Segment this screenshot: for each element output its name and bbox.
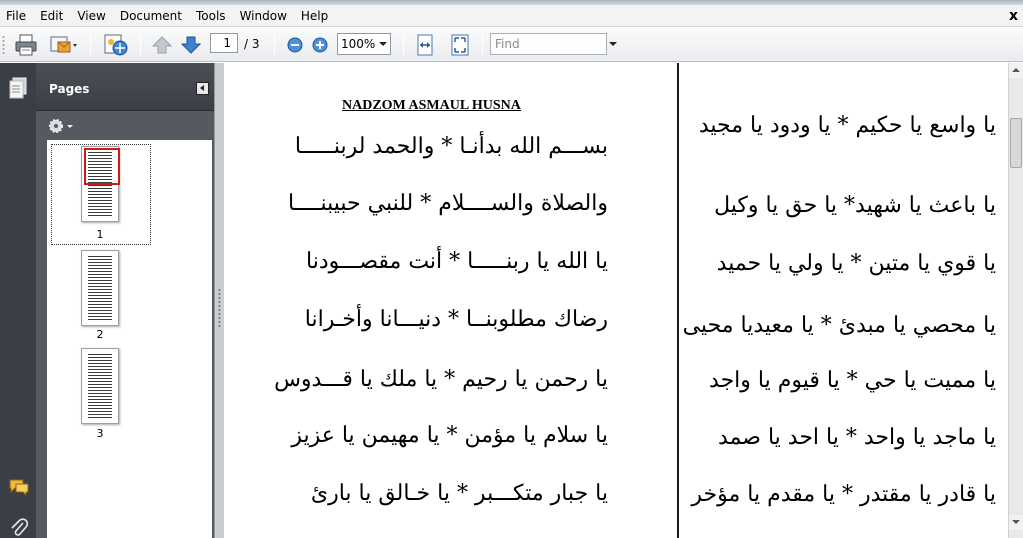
scroll-down-button[interactable] (1009, 515, 1023, 530)
pages-panel-title: Pages (49, 82, 90, 96)
poem-line-right: يا محصي يا مبدئ * يا معيديا محيى (682, 313, 996, 338)
menu-document[interactable]: Document (119, 8, 182, 23)
zoom-out-icon (286, 36, 304, 54)
toolbar-separator (140, 34, 141, 56)
email-button[interactable] (46, 32, 80, 58)
poem-line-left: يا جبار متكـــبر * يا خـالق يا بارئ (310, 481, 608, 506)
page-divider (677, 63, 679, 538)
poem-line-right: يا قادر يا مقتدر * يا مقدم يا مؤخر (691, 482, 996, 507)
poem-line-right: يا قوي يا متين * يا ولي يا حميد (716, 251, 996, 276)
panel-splitter[interactable] (214, 63, 224, 538)
scrollbar-thumb[interactable] (1010, 118, 1022, 168)
page-number-input[interactable]: 1 (210, 33, 238, 53)
print-icon (14, 34, 38, 56)
find-input[interactable] (490, 33, 607, 55)
find-placeholder: Find (495, 37, 520, 51)
poem-line-left: والصلاة والســــلام * للنبي حبيبنــــا (288, 191, 608, 216)
zoom-in-button[interactable] (309, 32, 331, 58)
close-document-button[interactable]: x (1008, 8, 1018, 24)
menu-view[interactable]: View (77, 8, 106, 23)
poem-line-left: بســـم الله بدأنـا * والحمد لربنـــــا (294, 134, 608, 159)
toolbar-separator (482, 34, 483, 56)
attachment-icon[interactable] (10, 518, 28, 538)
poem-line-right: يا ماجد يا واحد * يا احد يا صمد (718, 425, 996, 450)
chevron-down-icon[interactable] (379, 42, 387, 46)
panel-options-button[interactable] (46, 117, 76, 135)
poem-line-left: يا الله يا ربنـــــا * أنت مقصـــودنا (306, 249, 608, 274)
toolbar-separator (274, 34, 275, 56)
menu-bar (0, 5, 1023, 27)
thumbnail-list (47, 140, 212, 538)
menu-edit[interactable]: Edit (40, 8, 64, 23)
toolbar-separator (90, 34, 91, 56)
next-page-icon (181, 35, 201, 55)
poem-line-right: يا مميت يا حي * يا قيوم يا واجد (709, 368, 996, 393)
pages-icon[interactable] (8, 77, 28, 102)
toolbar-separator (403, 34, 404, 56)
thumbnail-label: 1 (96, 228, 104, 241)
collaborate-button[interactable] (100, 32, 132, 58)
pages-panel (36, 63, 214, 538)
toolbar-grip[interactable] (2, 35, 5, 55)
zoom-level-value: 100% (341, 37, 376, 51)
fit-width-icon (415, 34, 435, 56)
next-page-button[interactable] (178, 32, 204, 58)
zoom-out-button[interactable] (284, 32, 306, 58)
page-total-label: / 3 (244, 37, 260, 51)
scroll-up-button[interactable] (1009, 63, 1023, 78)
menu-file[interactable]: File (6, 8, 27, 23)
previous-page-button[interactable] (149, 32, 175, 58)
thumbnail-page-2[interactable] (81, 250, 119, 326)
poem-line-left: يا سلام يا مؤمن * يا مهيمن يا عزيز (291, 423, 608, 448)
find-options-chevron-icon[interactable] (609, 42, 617, 46)
comments-icon[interactable] (8, 478, 30, 499)
fit-page-icon (450, 34, 470, 56)
gear-icon (46, 117, 76, 135)
fit-page-button[interactable] (447, 32, 473, 58)
menu-help[interactable]: Help (300, 8, 329, 23)
collaborate-icon (102, 33, 130, 57)
zoom-in-icon (311, 36, 329, 54)
menu-window[interactable]: Window (239, 8, 287, 23)
poem-line-left: رضاك مطلوبنــا * دنيـــانا وأخـرانا (304, 307, 608, 332)
document-title: NADZOM ASMAUL HUSNA (342, 98, 521, 113)
previous-page-icon (152, 35, 172, 55)
print-button[interactable] (12, 32, 40, 58)
poem-line-right: يا باعث يا شهيد* يا حق يا وكيل (714, 193, 996, 218)
splitter-grip[interactable] (218, 288, 221, 328)
pages-panel-header (36, 63, 214, 111)
thumbnail-page-3[interactable] (81, 348, 119, 424)
navigation-strip (0, 63, 36, 538)
poem-line-right: يا واسع يا حكيم * يا ودود يا مجيد (698, 113, 996, 138)
email-icon (48, 34, 78, 56)
fit-width-button[interactable] (412, 32, 438, 58)
visible-area-indicator[interactable] (84, 148, 120, 185)
poem-line-left: يا رحمن يا رحيم * يا ملك يا قـــدوس (274, 367, 608, 392)
thumbnail-label: 3 (96, 427, 104, 440)
vertical-scrollbar[interactable] (1008, 63, 1023, 538)
collapse-panel-button[interactable] (196, 82, 209, 95)
document-view[interactable] (224, 63, 1008, 538)
zoom-level-select[interactable] (337, 33, 391, 55)
menu-tools[interactable]: Tools (196, 8, 226, 23)
thumbnail-label: 2 (96, 328, 104, 341)
